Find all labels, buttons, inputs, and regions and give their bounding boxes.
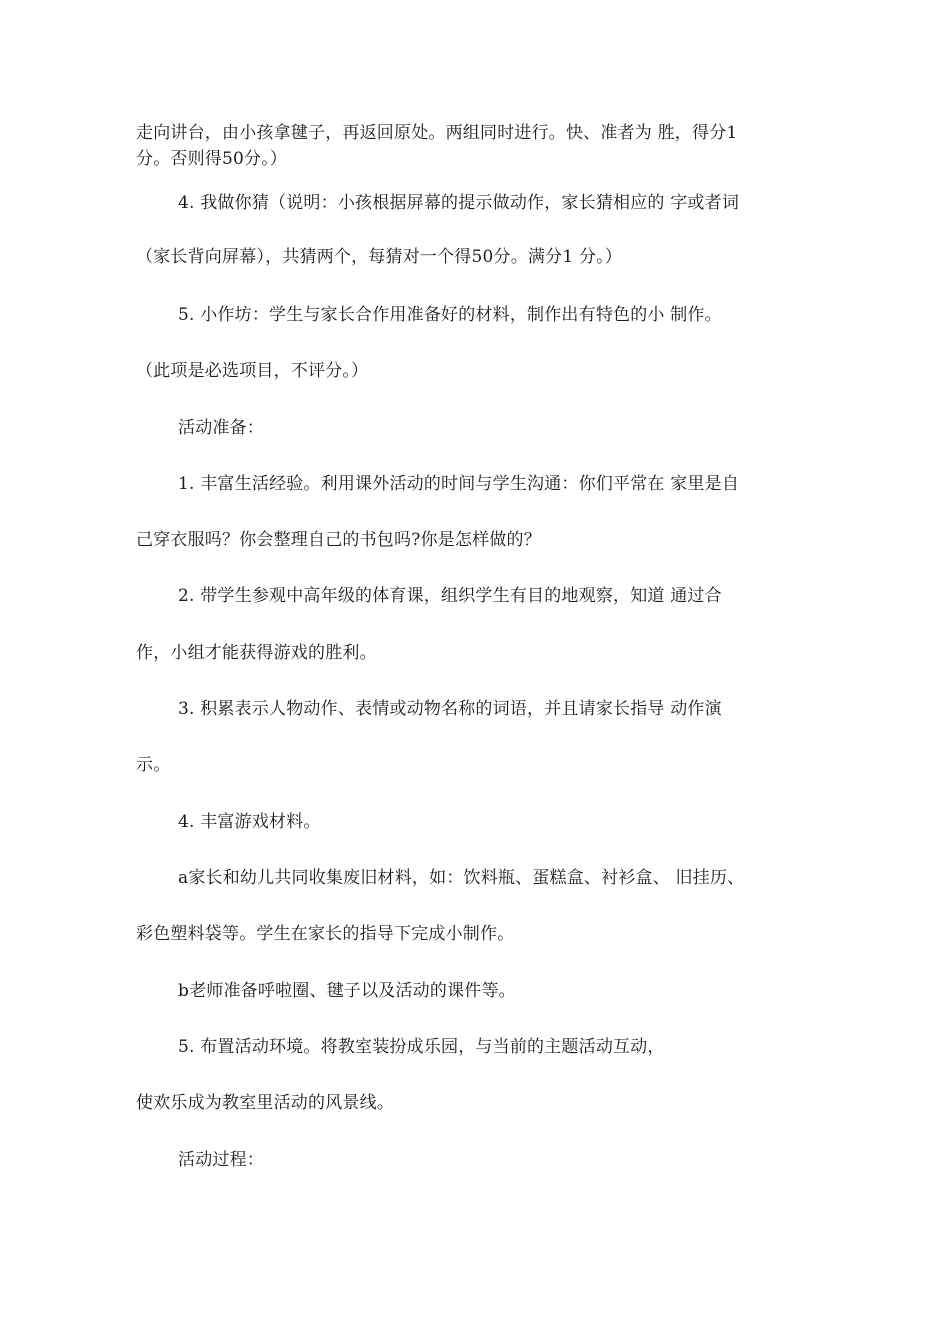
text-line-prep-4a: a家长和幼儿共同收集废旧材料，如：饮料瓶、蛋糕盒、衬衫盒、 旧挂历、 — [178, 868, 745, 888]
text-line-prep-5-cont: 使欢乐成为教室里活动的风景线。 — [136, 1093, 394, 1113]
text-line-item-4-guess: 4. 我做你猜（说明：小孩根据屏幕的提示做动作，家长猜相应的 字或者词 — [178, 193, 740, 213]
section-heading-preparation: 活动准备： — [178, 418, 264, 438]
section-heading-process: 活动过程： — [178, 1150, 264, 1170]
text-line-item-4-cont: （家长背向屏幕），共猜两个，每猜对一个得50分。满分1 分。） — [136, 247, 623, 267]
text-line-item-5-workshop: 5. 小作坊：学生与家长合作用准备好的材料，制作出有特色的小 制作。 — [178, 305, 722, 325]
text-line-continuation-game-3: 走向讲台，由小孩拿毽子，再返回原处。两组同时进行。快、准者为 胜，得分1 — [136, 123, 738, 143]
text-line-prep-4a-cont: 彩色塑料袋等。学生在家长的指导下完成小制作。 — [136, 924, 515, 944]
text-line-prep-3-cont: 示。 — [136, 755, 171, 775]
text-line-prep-2: 2. 带学生参观中高年级的体育课，组织学生有目的地观察，知道 通过合 — [178, 586, 722, 606]
text-line-prep-2-cont: 作，小组才能获得游戏的胜利。 — [136, 643, 377, 663]
text-line-prep-1: 1. 丰富生活经验。利用课外活动的时间与学生沟通：你们平常在 家里是自 — [178, 474, 740, 494]
text-line-prep-4b: b老师准备呼啦圈、毽子以及活动的课件等。 — [178, 981, 516, 1001]
text-line-prep-1-cont: 己穿衣服吗？你会整理自己的书包吗?你是怎样做的？ — [136, 530, 541, 550]
text-line-prep-3: 3. 积累表示人物动作、表情或动物名称的词语，并且请家长指导 动作演 — [178, 699, 722, 719]
text-line-prep-4: 4. 丰富游戏材料。 — [178, 812, 321, 832]
text-line-prep-5: 5. 布置活动环境。将教室装扮成乐园，与当前的主题活动互动， — [178, 1037, 665, 1057]
text-line-score-note: 分。否则得50分。） — [136, 149, 288, 169]
text-line-item-5-cont: （此项是必选项目，不评分。） — [136, 361, 369, 381]
